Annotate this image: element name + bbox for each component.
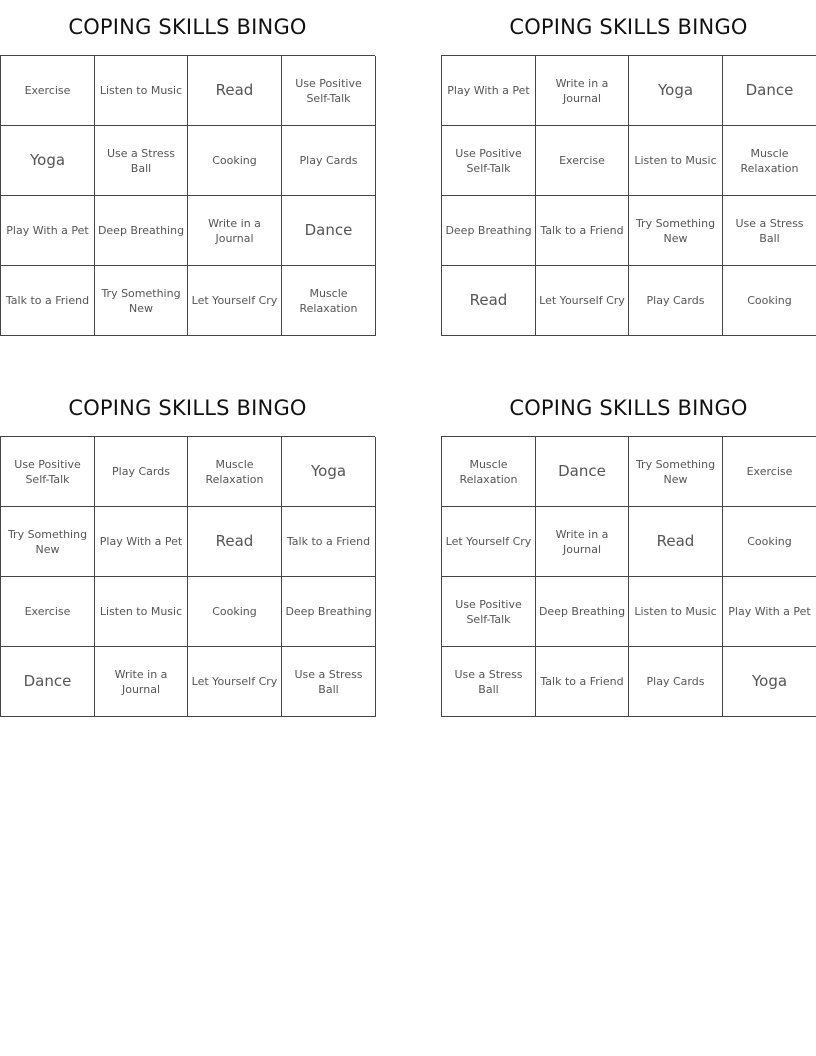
bingo-cell: Talk to a Friend <box>536 196 629 266</box>
bingo-cell: Deep Breathing <box>536 577 629 647</box>
bingo-cell: Listen to Music <box>629 126 723 196</box>
bingo-cell: Use Positive Self-Talk <box>442 126 536 196</box>
bingo-cell: Read <box>188 56 282 126</box>
bingo-card-3 <box>0 381 375 717</box>
bingo-grid <box>441 436 816 717</box>
card-title: COPING SKILLS BINGO <box>68 15 307 39</box>
bingo-cell: Cooking <box>188 126 282 196</box>
bingo-cell: Use Positive Self-Talk <box>1 437 95 507</box>
bingo-cell: Listen to Music <box>95 56 188 126</box>
bingo-cell: Play With a Pet <box>95 507 188 577</box>
bingo-cell: Use Positive Self-Talk <box>282 56 376 126</box>
bingo-cell: Yoga <box>629 56 723 126</box>
bingo-cell: Yoga <box>723 647 816 717</box>
bingo-cell: Exercise <box>1 577 95 647</box>
bingo-cell: Dance <box>723 56 816 126</box>
bingo-cell: Talk to a Friend <box>1 266 95 336</box>
bingo-cell: Muscle Relaxation <box>188 437 282 507</box>
bingo-cell: Use a Stress Ball <box>723 196 816 266</box>
bingo-cell: Read <box>188 507 282 577</box>
bingo-card-4 <box>441 381 816 717</box>
bingo-cell: Use a Stress Ball <box>282 647 376 717</box>
bingo-cell: Write in a Journal <box>536 507 629 577</box>
card-title: COPING SKILLS BINGO <box>68 396 307 420</box>
bingo-cell: Try Something New <box>1 507 95 577</box>
bingo-cell: Play Cards <box>282 126 376 196</box>
bingo-cell: Let Yourself Cry <box>188 266 282 336</box>
bingo-card-2 <box>441 0 816 336</box>
bingo-cell: Play With a Pet <box>442 56 536 126</box>
bingo-grid <box>0 436 375 717</box>
bingo-cell: Cooking <box>188 577 282 647</box>
bingo-cell: Read <box>442 266 536 336</box>
bingo-cell: Dance <box>282 196 376 266</box>
bingo-cell: Use Positive Self-Talk <box>442 577 536 647</box>
bingo-grid <box>441 55 816 336</box>
bingo-cell: Deep Breathing <box>442 196 536 266</box>
bingo-cell: Play Cards <box>95 437 188 507</box>
bingo-cell: Cooking <box>723 507 816 577</box>
bingo-cell: Play With a Pet <box>723 577 816 647</box>
bingo-cell: Yoga <box>282 437 376 507</box>
bingo-cell: Let Yourself Cry <box>188 647 282 717</box>
bingo-cell: Write in a Journal <box>95 647 188 717</box>
bingo-cell: Exercise <box>536 126 629 196</box>
bingo-cell: Play Cards <box>629 266 723 336</box>
bingo-cell: Deep Breathing <box>95 196 188 266</box>
bingo-cell: Play Cards <box>629 647 723 717</box>
bingo-cell: Dance <box>1 647 95 717</box>
bingo-cell: Use a Stress Ball <box>442 647 536 717</box>
bingo-cell: Write in a Journal <box>536 56 629 126</box>
bingo-grid <box>0 55 375 336</box>
bingo-cell: Cooking <box>723 266 816 336</box>
bingo-cell: Dance <box>536 437 629 507</box>
bingo-card-1 <box>0 0 375 336</box>
bingo-cell: Try Something New <box>95 266 188 336</box>
bingo-cell: Exercise <box>1 56 95 126</box>
card-title: COPING SKILLS BINGO <box>509 396 748 420</box>
bingo-cell: Play With a Pet <box>1 196 95 266</box>
bingo-cell: Listen to Music <box>95 577 188 647</box>
bingo-cell: Deep Breathing <box>282 577 376 647</box>
bingo-cell: Use a Stress Ball <box>95 126 188 196</box>
bingo-cell: Try Something New <box>629 196 723 266</box>
bingo-cell: Muscle Relaxation <box>723 126 816 196</box>
bingo-cell: Talk to a Friend <box>536 647 629 717</box>
bingo-cell: Muscle Relaxation <box>442 437 536 507</box>
bingo-cell: Talk to a Friend <box>282 507 376 577</box>
bingo-cell: Try Something New <box>629 437 723 507</box>
bingo-cell: Muscle Relaxation <box>282 266 376 336</box>
bingo-cell: Yoga <box>1 126 95 196</box>
card-title: COPING SKILLS BINGO <box>509 15 748 39</box>
bingo-cell: Let Yourself Cry <box>536 266 629 336</box>
bingo-cell: Write in a Journal <box>188 196 282 266</box>
bingo-cell: Let Yourself Cry <box>442 507 536 577</box>
bingo-cell: Read <box>629 507 723 577</box>
bingo-cell: Exercise <box>723 437 816 507</box>
bingo-cell: Listen to Music <box>629 577 723 647</box>
